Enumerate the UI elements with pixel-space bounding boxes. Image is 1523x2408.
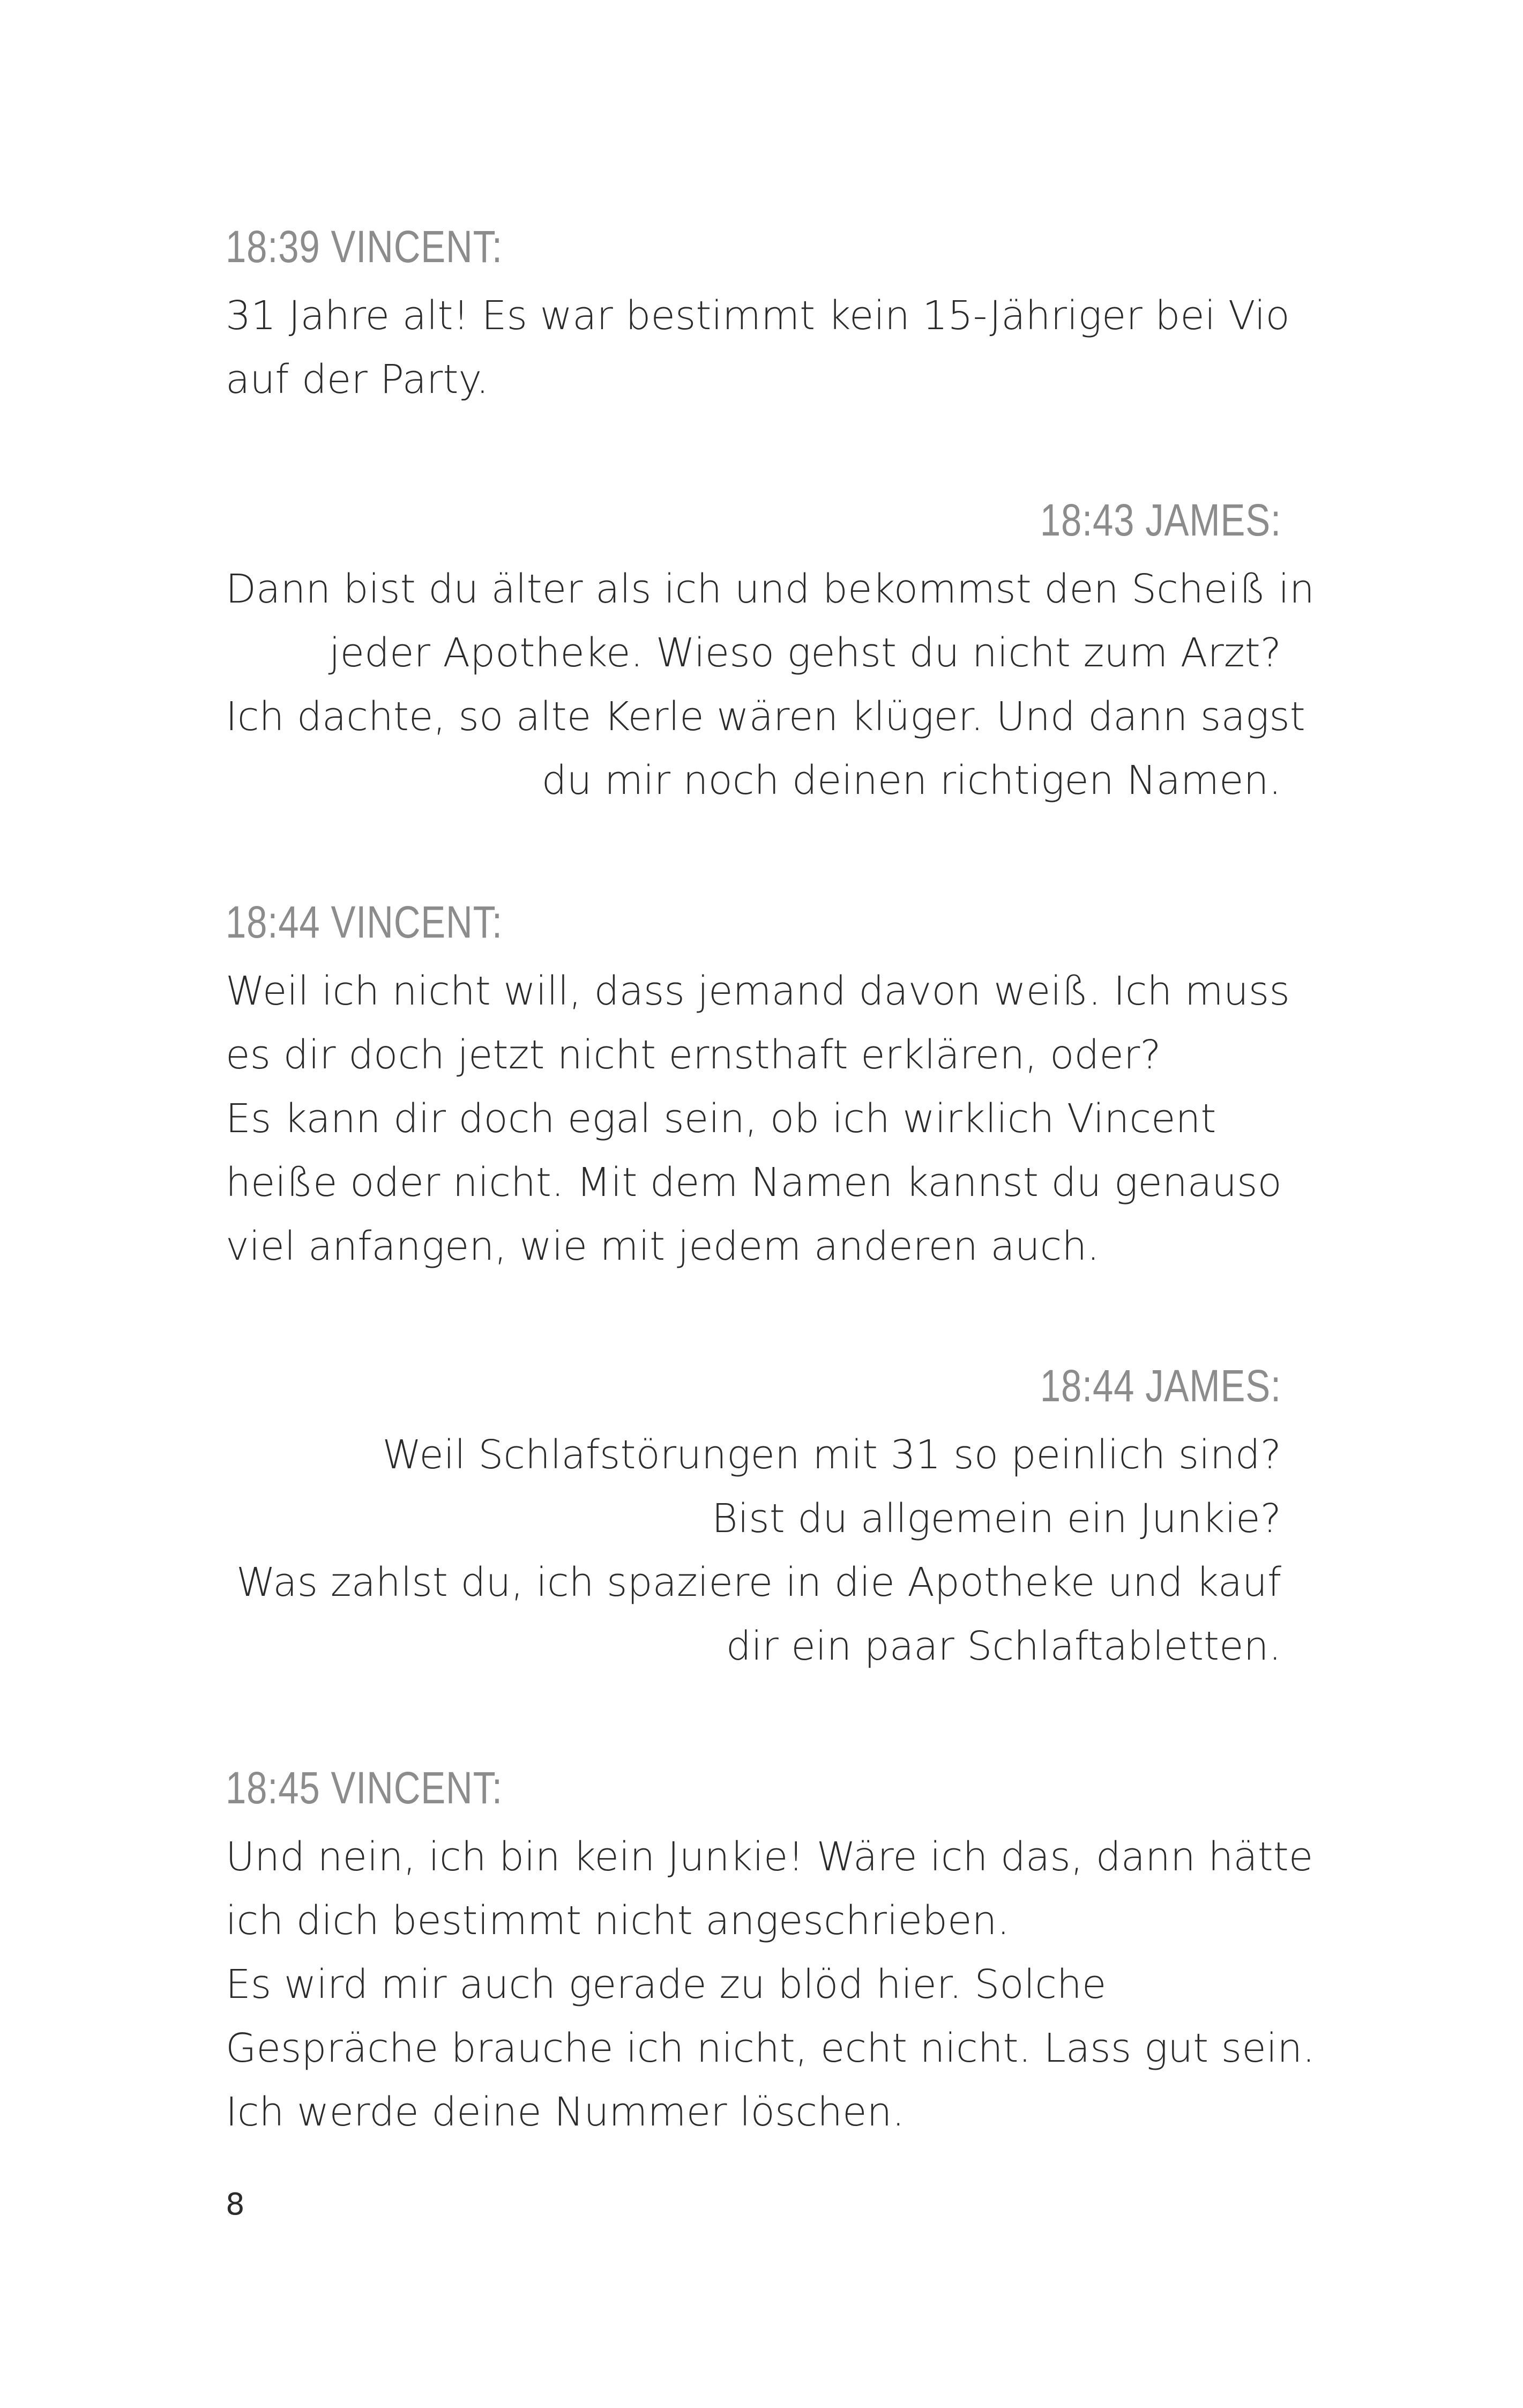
message-line: heiße oder nicht. Mit dem Namen kannst du genauso — [226, 1160, 1282, 1206]
message-sender: VINCENT: — [331, 1763, 503, 1813]
message-line: Und nein, ich bin kein Junkie! Wäre ich das, dann hätte — [226, 1834, 1313, 1880]
message-sender: JAMES: — [1145, 1361, 1281, 1411]
message-time: 18:39 — [226, 221, 320, 272]
message-line: ich dich bestimmt nicht angeschrieben. — [226, 1898, 1010, 1944]
message-time: 18:45 — [226, 1763, 320, 1813]
message-line: jeder Apotheke. Wieso gehst du nicht zum Arzt? — [329, 630, 1281, 676]
message-body — [226, 1825, 1315, 2144]
message-body — [226, 284, 1290, 412]
chat-message-james — [226, 1359, 1281, 1678]
message-line: du mir noch deinen richtigen Namen. — [541, 757, 1281, 804]
message-line: Dann bist du älter als ich und bekommst den Scheiß in — [226, 566, 1315, 612]
message-line: viel anfangen, wie mit jedem anderen auch. — [226, 1223, 1100, 1269]
message-header — [226, 1761, 1091, 1815]
chat-message-james — [226, 493, 1315, 813]
message-header — [226, 895, 1091, 949]
chat-message-vincent — [226, 220, 1290, 412]
page-number: 8 — [226, 2187, 245, 2222]
message-header — [226, 220, 1091, 273]
message-header — [416, 493, 1281, 547]
message-line: auf der Party. — [226, 356, 489, 403]
message-line: Ich werde deine Nummer löschen. — [226, 2089, 905, 2135]
message-line: dir ein paar Schlaftabletten. — [726, 1623, 1281, 1669]
message-line: Weil ich nicht will, dass jemand davon weiß. Ich muss — [226, 968, 1290, 1014]
message-line: Es wird mir auch gerade zu blöd hier. Solche — [226, 1961, 1107, 2008]
message-body — [226, 558, 1315, 813]
message-line: Es kann dir doch egal sein, ob ich wirklich Vincent — [226, 1096, 1216, 1142]
message-line: Gespräche brauche ich nicht, echt nicht. Lass gut sein. — [226, 2025, 1315, 2071]
message-line: es dir doch jetzt nicht ernsthaft erklären, oder? — [226, 1032, 1161, 1078]
message-line: Was zahlst du, ich spaziere in die Apotheke und kauf — [236, 1559, 1281, 1606]
message-time: 18:44 — [1040, 1361, 1135, 1411]
message-line: Weil Schlafstörungen mit 31 so peinlich sind? — [382, 1432, 1281, 1478]
chat-message-vincent — [226, 1761, 1315, 2144]
message-body — [226, 1423, 1281, 1678]
message-time: 18:44 — [226, 897, 320, 947]
message-sender: JAMES: — [1145, 495, 1281, 545]
message-line: Ich dachte, so alte Kerle wären klüger. Und dann sagst — [226, 694, 1305, 740]
message-body — [226, 960, 1290, 1279]
message-time: 18:43 — [1040, 495, 1135, 545]
message-sender: VINCENT: — [331, 221, 503, 272]
message-sender: VINCENT: — [331, 897, 503, 947]
message-header — [416, 1359, 1281, 1413]
chat-message-vincent — [226, 895, 1290, 1279]
message-line: 31 Jahre alt! Es war bestimmt kein 15-Jähriger bei Vio — [226, 293, 1290, 339]
message-line: Bist du allgemein ein Junkie? — [712, 1496, 1281, 1542]
